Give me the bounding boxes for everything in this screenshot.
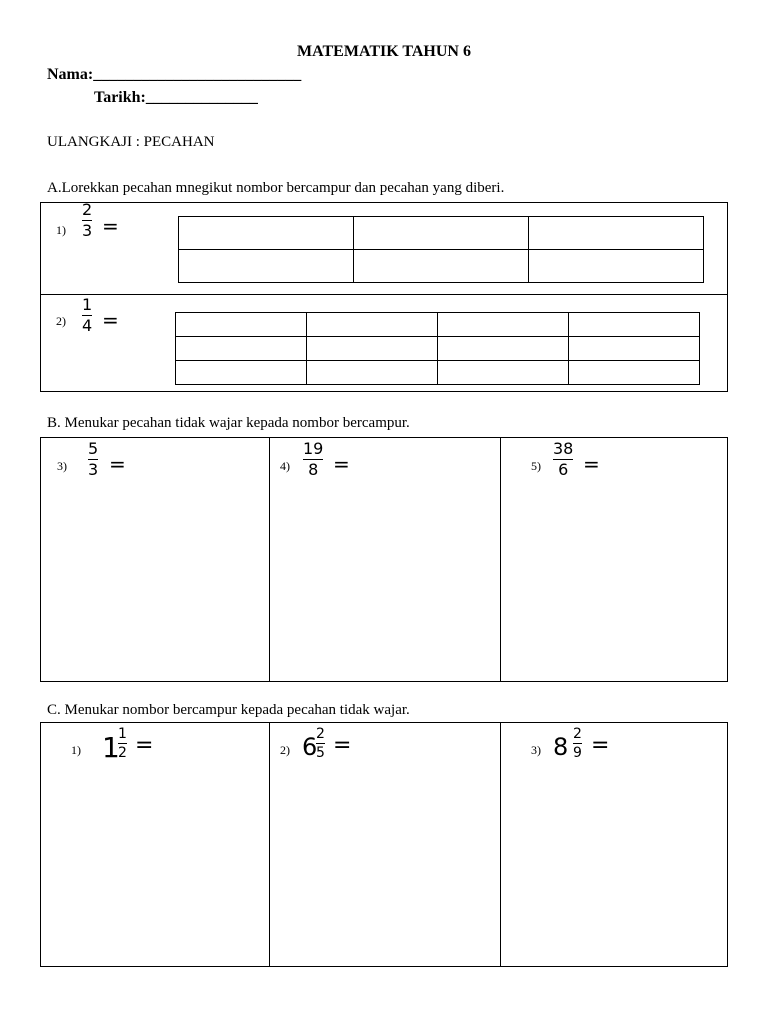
fraction-numerator: 2 [316, 726, 325, 742]
fraction-denominator: 3 [82, 221, 93, 240]
section-c-heading: C. Menukar nombor bercampur kepada pecahan tidak wajar. [47, 702, 410, 718]
fraction-denominator: 5 [316, 745, 325, 761]
equals-sign: = [135, 733, 154, 758]
grid-cell[interactable] [569, 361, 700, 385]
grid-cell[interactable] [529, 250, 704, 283]
fraction [316, 727, 325, 760]
whole-number: 6 [302, 733, 318, 761]
grid-cell[interactable] [307, 361, 438, 385]
whole-number: 1 [102, 731, 120, 764]
answer-cell[interactable] [41, 723, 269, 966]
fraction-numerator: 38 [553, 439, 574, 458]
shading-grid-2x3 [178, 216, 704, 283]
grid-cell[interactable] [438, 313, 569, 337]
fraction [82, 202, 92, 239]
fraction-numerator: 2 [573, 726, 582, 742]
fraction-bar [118, 743, 127, 744]
answer-cell[interactable] [269, 723, 500, 966]
grid-cell[interactable] [569, 337, 700, 361]
question-number: 2) [280, 743, 290, 757]
date-field-label: Tarikh:______________ [94, 89, 258, 106]
fraction-denominator: 9 [573, 745, 582, 761]
section-b-heading: B. Menukar pecahan tidak wajar kepada nombor bercampur. [47, 415, 410, 431]
fraction [88, 441, 98, 478]
grid-cell[interactable] [176, 337, 307, 361]
question-number: 2) [56, 314, 66, 328]
question-number: 4) [280, 459, 290, 473]
fraction-denominator: 4 [82, 316, 93, 335]
fraction [82, 297, 92, 334]
fraction-numerator: 1 [82, 295, 93, 314]
grid-cell[interactable] [354, 217, 529, 250]
topic-heading: ULANGKAJI : PECAHAN [47, 134, 215, 150]
grid-cell[interactable] [179, 217, 354, 250]
whole-number: 8 [553, 733, 569, 761]
grid-cell[interactable] [176, 361, 307, 385]
fraction-numerator: 5 [88, 439, 99, 458]
fraction-denominator: 2 [118, 745, 127, 761]
fraction-bar [573, 743, 582, 744]
fraction [553, 441, 573, 478]
fraction-numerator: 1 [118, 726, 127, 742]
question-number: 1) [56, 223, 66, 237]
equals-sign: = [102, 214, 119, 238]
section-a-divider [40, 294, 728, 295]
shading-grid-3x4 [175, 312, 700, 385]
equals-sign: = [333, 452, 350, 476]
fraction [118, 727, 127, 760]
name-field-label: Nama:__________________________ [47, 66, 302, 83]
fraction-numerator: 19 [303, 439, 324, 458]
answer-cell[interactable] [500, 723, 727, 966]
grid-cell[interactable] [569, 313, 700, 337]
grid-cell[interactable] [354, 250, 529, 283]
section-b-answer-row [40, 437, 728, 682]
section-c-answer-row [40, 722, 728, 967]
fraction-denominator: 3 [88, 460, 99, 479]
question-number: 3) [57, 459, 67, 473]
equals-sign: = [333, 733, 352, 758]
equals-sign: = [109, 452, 126, 476]
fraction-denominator: 6 [558, 460, 569, 479]
fraction [303, 441, 323, 478]
question-number: 3) [531, 743, 541, 757]
grid-cell[interactable] [438, 361, 569, 385]
answer-cell[interactable] [500, 438, 727, 681]
grid-cell[interactable] [529, 217, 704, 250]
grid-cell[interactable] [438, 337, 569, 361]
fraction-numerator: 2 [82, 200, 93, 219]
equals-sign: = [102, 308, 119, 332]
fraction-bar [316, 743, 325, 744]
equals-sign: = [583, 452, 600, 476]
answer-cell[interactable] [269, 438, 500, 681]
grid-cell[interactable] [179, 250, 354, 283]
section-a-heading: A.Lorekkan pecahan mnegikut nombor bercampur dan pecahan yang diberi. [47, 180, 505, 196]
fraction [573, 727, 582, 760]
grid-cell[interactable] [176, 313, 307, 337]
grid-cell[interactable] [307, 337, 438, 361]
equals-sign: = [591, 733, 610, 758]
grid-cell[interactable] [307, 313, 438, 337]
fraction-denominator: 8 [308, 460, 319, 479]
worksheet-title: MATEMATIK TAHUN 6 [297, 43, 471, 60]
answer-cell[interactable] [41, 438, 269, 681]
question-number: 1) [71, 743, 81, 757]
question-number: 5) [531, 459, 541, 473]
